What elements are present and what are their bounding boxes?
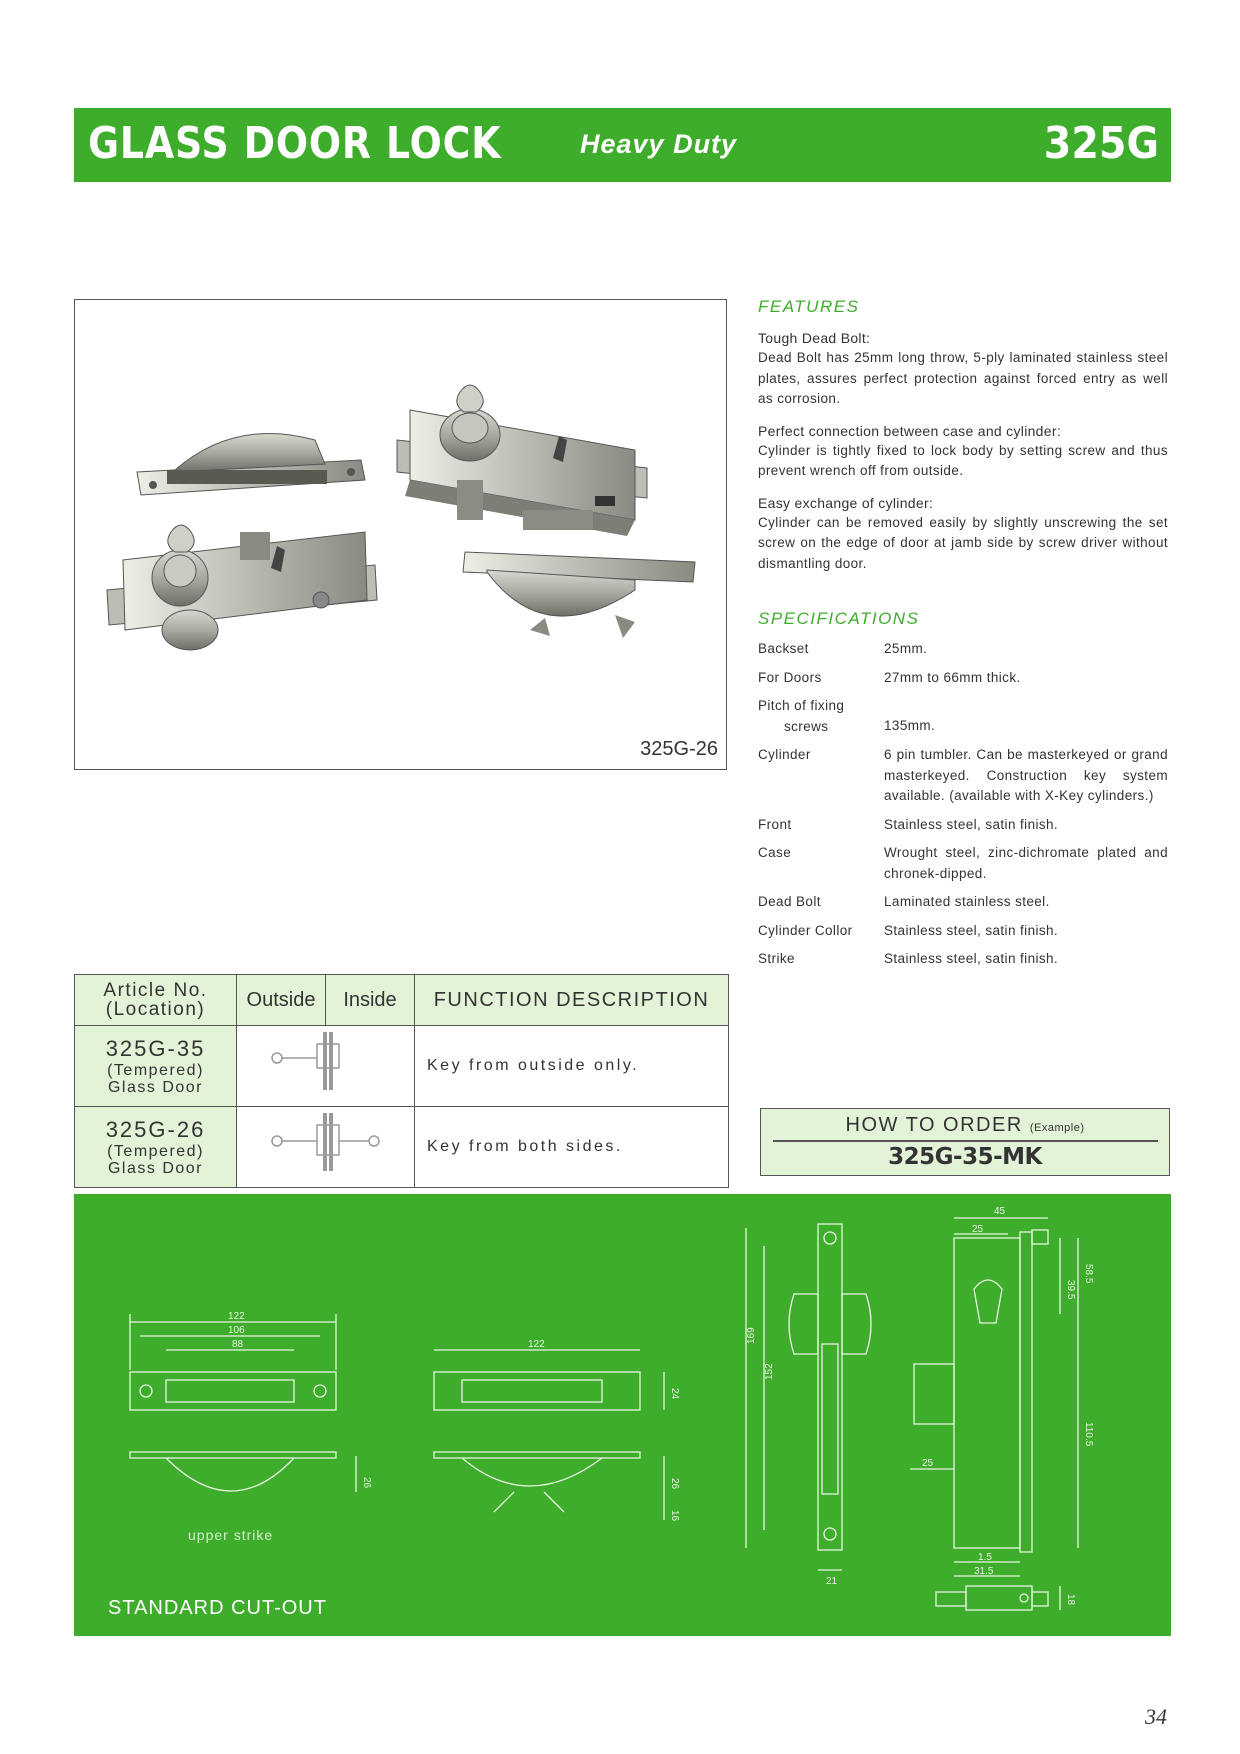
article-location: (Tempered) Glass Door [107,1142,204,1177]
dim-front-width: 21 [826,1576,838,1587]
dim-case-upper: 39.5 [1065,1280,1076,1300]
spec-label: Case [758,845,792,860]
article-location-line2: Glass Door [107,1078,204,1096]
standard-cutout-label: STANDARD CUT-OUT [108,1597,327,1619]
article-location-line1: Tempered [113,1142,198,1160]
feature-item [758,493,1168,575]
strike-plate-lower [463,552,695,638]
key-outside-icon [237,1026,413,1101]
specifications-title: SPECIFICATIONS [758,609,920,628]
strike-box-drawing [434,1339,680,1522]
spec-value: Laminated stainless steel. [884,894,1050,909]
page-title: GLASS DOOR LOCK [88,118,502,169]
divider [773,1140,1158,1142]
dim-front-height: 169 [746,1327,757,1344]
spec-row [758,815,1168,836]
header-outside: Outside [237,975,326,1026]
dim-backset-top: 25 [972,1224,984,1235]
spec-label [758,696,884,737]
dim-backset-mid: 25 [922,1458,934,1469]
front-plate-drawing [746,1224,871,1587]
dim-case-height: 110.5 [1083,1422,1094,1447]
feature-body: Cylinder is tightly fixed to lock body by setting screw and thus prevent wrench off from outside. [758,442,1168,478]
lock-body-lower [107,525,377,650]
spec-label: Front [758,816,792,832]
key-diagram-cell [237,1026,415,1107]
article-location-line1: Tempered [113,1061,198,1079]
header-inside: Inside [326,975,415,1026]
how-to-order-title [761,1114,1169,1137]
article-cell [75,1107,237,1188]
article-location-line2: Glass Door [107,1159,204,1177]
dim-bolt-thickness: 18 [1065,1594,1076,1606]
article-table [74,974,729,1188]
spec-row [758,892,1168,913]
table-row [75,1107,729,1188]
page-subtitle: Heavy Duty [580,129,738,159]
feature-body: Cylinder can be removed easily by slightly unscrewing the set screw on the edge of door at jamb side by screw driver without dismantling door. [758,514,1168,571]
article-location: (Tempered) Glass Door [107,1061,204,1096]
feature-heading: Tough Dead Bolt: [758,330,871,346]
photo-caption: 325G-26 [640,738,718,760]
table-header-row [75,975,729,1026]
lock-body-upper [397,385,647,536]
standard-cutout-panel [74,1194,1171,1636]
feature-item [758,328,1168,410]
feature-item [758,421,1168,482]
spec-label: Strike [758,951,795,966]
article-cell [75,1026,237,1107]
spec-value: 25mm. [884,641,928,656]
how-to-order-note: (Example) [1029,1122,1085,1134]
spec-value: Stainless steel, satin finish. [884,816,1059,832]
dim-strike-depth: 26 [361,1477,372,1489]
spec-value: 27mm to 66mm thick. [884,669,1021,685]
spec-value: 135mm. [884,718,936,733]
dim-case-bottom-small: 1.5 [978,1552,992,1563]
spec-label: Cylinder [758,747,811,762]
spec-row [758,668,1168,689]
spec-row [758,745,1168,807]
product-photo [74,299,727,770]
upper-strike-drawing [130,1311,372,1492]
features-section [758,297,1168,574]
case-side-drawing [910,1206,1094,1610]
spec-label: Backset [758,641,809,656]
dim-case-upper-total: 58.5 [1083,1264,1094,1284]
header-article-line2: (Location) [105,999,206,1020]
spec-value: Wrought steel, zinc-dichromate plated and chronek-dipped. [884,845,1168,881]
spec-row [758,921,1168,942]
order-code: 325G-35-MK [888,1143,1042,1170]
feature-body: Dead Bolt has 25mm long throw, 5-ply laminated stainless steel plates, assures perfect protection against forced entry as well as corrosion. [758,350,1168,406]
page-number: 34 [1145,1704,1167,1729]
spec-label-line1: Pitch of fixing [758,698,845,713]
header-band [74,108,1171,182]
spec-value: Stainless steel, satin finish. [884,922,1059,938]
dim-strike2-lip: 16 [669,1510,680,1522]
spec-row [758,949,1168,970]
dim-strike2-height: 24 [669,1388,680,1400]
spec-label: Dead Bolt [758,894,821,909]
dim-strike-opening: 88 [232,1339,244,1350]
specifications-section [758,609,1168,970]
spec-row [758,696,1168,737]
spec-label: For Doors [758,669,822,685]
dim-front-screw-pitch: 152 [764,1363,775,1380]
lock-illustration [75,300,728,771]
spec-value: Stainless steel, satin finish. [884,951,1059,966]
strike-plate-upper [137,433,365,495]
features-title: FEATURES [758,297,860,316]
cutout-drawings [74,1194,1171,1636]
header-function: FUNCTION DESCRIPTION [415,975,729,1026]
function-description: Key from both sides. [415,1107,729,1188]
feature-heading: Perfect connection between case and cylinder: [758,422,1062,439]
dim-strike2-depth: 26 [669,1478,680,1490]
header-article-line1: Article No. [103,980,208,1001]
header-article [75,975,237,1026]
dim-strike-screw-pitch: 106 [228,1325,245,1336]
dim-case-bottom-depth: 31.5 [974,1566,994,1577]
article-number: 325G-26 [105,1116,206,1142]
key-both-sides-icon [237,1107,413,1182]
dim-case-top: 45 [994,1206,1006,1217]
dim-strike-outer: 122 [228,1311,245,1322]
spec-label: Cylinder Collor [758,922,853,938]
spec-row [758,639,1168,660]
how-to-order-label: HOW TO ORDER [845,1114,1023,1136]
function-description: Key from outside only. [415,1026,729,1107]
spec-label-line2: screws [784,718,829,734]
spec-row [758,843,1168,884]
key-diagram-cell [237,1107,415,1188]
spec-value: 6 pin tumbler. Can be masterkeyed or grand masterkeyed. Construction key system available. (available with X-Key cylinders.) [884,747,1168,803]
upper-strike-label: upper strike [188,1527,274,1543]
dim-strike2-width: 122 [528,1339,545,1350]
table-row [75,1026,729,1107]
model-number: 325G [1043,118,1159,169]
how-to-order-box [760,1108,1170,1176]
article-number: 325G-35 [105,1035,206,1061]
feature-heading: Easy exchange of cylinder: [758,494,934,511]
